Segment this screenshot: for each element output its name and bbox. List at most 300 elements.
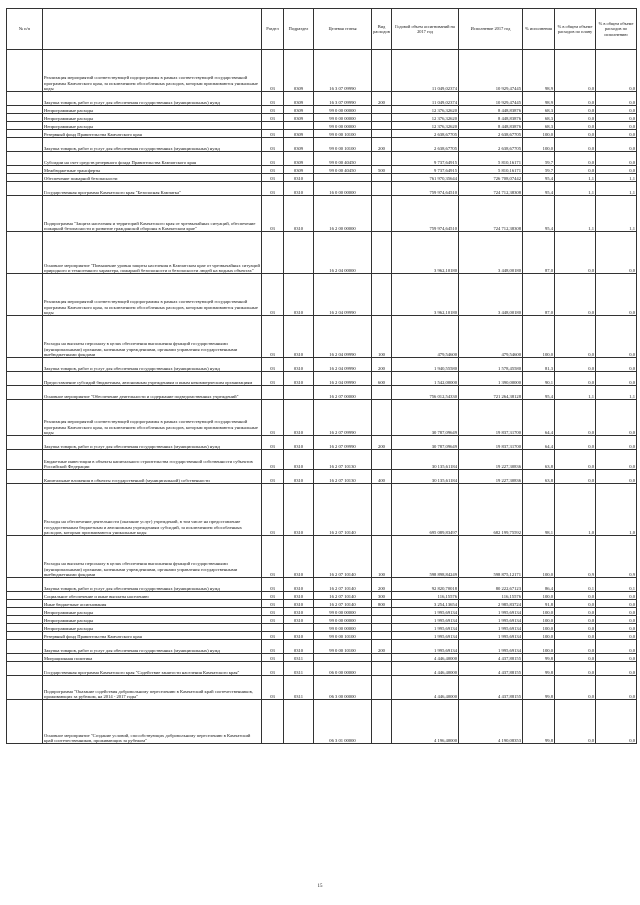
cell-razdel: 03: [262, 536, 284, 578]
cell-name: Государственная программа Камчатского края "Безопасная Камчатка": [43, 182, 262, 196]
cell-csr: 99 0 00 10100: [314, 130, 372, 138]
cell-name: Миграционная политика: [43, 654, 262, 662]
table-row: [7, 50, 637, 92]
cell-podrazdel: 0310: [284, 316, 314, 358]
cell-share-fact: 0,0: [596, 632, 637, 640]
cell-plan: 759 974,64510: [392, 196, 459, 232]
cell-razdel: 03: [262, 372, 284, 386]
cell-csr: 06 0 00 00000: [314, 662, 372, 676]
cell-razdel: 03: [262, 608, 284, 616]
table-row: [7, 316, 637, 358]
cell-plan: 9 737,64915: [392, 166, 459, 174]
cell-num: [7, 400, 43, 436]
cell-plan: 12 376,32620: [392, 122, 459, 130]
table-row: [7, 536, 637, 578]
cell-csr: 99 0 00 00000: [314, 122, 372, 130]
cell-podrazdel: 0310: [284, 632, 314, 640]
cell-share-plan: 0,0: [555, 358, 596, 372]
cell-name: Расходы на выплаты персоналу в целях обеспечения выполнения функций государственными (муниципальными) органами, казенными учреждениями, органами управления государственными внебюджетными фондами: [43, 316, 262, 358]
cell-num: [7, 654, 43, 662]
cell-name: Межбюджетные трансферты: [43, 166, 262, 174]
cell-share-plan: 0,0: [555, 92, 596, 106]
cell-share-fact: 0,0: [596, 624, 637, 632]
table-body: [7, 50, 637, 744]
header-fact: Исполнение 2017 год: [459, 9, 523, 50]
table-row: [7, 624, 637, 632]
cell-share-fact: 0,0: [596, 358, 637, 372]
table-row: [7, 450, 637, 470]
cell-num: [7, 640, 43, 654]
table-row: [7, 372, 637, 386]
cell-share-plan: 0,0: [555, 632, 596, 640]
cell-vr: 200: [372, 92, 392, 106]
cell-fact: 19 227,30836: [459, 470, 523, 484]
cell-num: [7, 484, 43, 536]
cell-vr: [372, 700, 392, 744]
table-row: [7, 662, 637, 676]
cell-name: Государственная программа Камчатского края "Содействие занятости населения Камчатского края": [43, 662, 262, 676]
cell-vr: [372, 232, 392, 274]
cell-fact: 721 264,38128: [459, 386, 523, 400]
cell-fact: 2 638,67705: [459, 138, 523, 152]
cell-fact: 1 995,69134: [459, 608, 523, 616]
cell-fact: 10 929,47445: [459, 92, 523, 106]
cell-podrazdel: [284, 232, 314, 274]
cell-share-fact: 0,1: [596, 578, 637, 592]
cell-csr: 16 2 07 10140: [314, 484, 372, 536]
cell-share-plan: 1,0: [555, 484, 596, 536]
cell-fact: 726 708,07442: [459, 174, 523, 182]
cell-name: Непрограммные расходы: [43, 114, 262, 122]
cell-podrazdel: 0310: [284, 400, 314, 436]
cell-vr: 100: [372, 536, 392, 578]
cell-share-fact: 0,0: [596, 676, 637, 700]
cell-share-plan: 0,0: [555, 106, 596, 114]
cell-pct: 100,0: [523, 130, 555, 138]
cell-name: Закупка товаров, работ и услуг для обеспечения государственных (муниципальных) нужд: [43, 358, 262, 372]
cell-podrazdel: 0311: [284, 676, 314, 700]
cell-plan: 1 542,00000: [392, 372, 459, 386]
cell-pct: 99,8: [523, 654, 555, 662]
cell-razdel: 03: [262, 676, 284, 700]
cell-name: Расходы на выплаты персоналу в целях обеспечения выполнения функций государственными (муниципальными) органами, казенными учреждениями, органами управления государственными внебюджетными фондами: [43, 536, 262, 578]
cell-plan: 9 737,64915: [392, 152, 459, 166]
cell-plan: 4 446,40000: [392, 662, 459, 676]
cell-fact: 4 437,88155: [459, 676, 523, 700]
cell-fact: 10 929,47445: [459, 50, 523, 92]
cell-vr: 300: [372, 592, 392, 600]
cell-pct: 99,8: [523, 676, 555, 700]
table-row: [7, 470, 637, 484]
table-row: [7, 174, 637, 182]
cell-share-fact: 0,0: [596, 92, 637, 106]
cell-pct: 95,4: [523, 182, 555, 196]
cell-vr: 500: [372, 166, 392, 174]
table-row: [7, 386, 637, 400]
cell-razdel: 03: [262, 152, 284, 166]
cell-num: [7, 450, 43, 470]
cell-podrazdel: 0310: [284, 174, 314, 182]
header-razdel: Раздел: [262, 9, 284, 50]
cell-fact: 19 227,30836: [459, 450, 523, 470]
cell-csr: 99 0 00 10100: [314, 640, 372, 654]
cell-csr: 16 2 04 09990: [314, 358, 372, 372]
cell-vr: [372, 662, 392, 676]
cell-csr: 16 2 07 00000: [314, 386, 372, 400]
cell-name: Бюджетные инвестиции в объекты капитального строительства государственной собственности субъектов Российской Федерации: [43, 450, 262, 470]
cell-share-fact: 0,0: [596, 130, 637, 138]
cell-name: Непрограммные расходы: [43, 122, 262, 130]
table-row: [7, 676, 637, 700]
table-row: [7, 592, 637, 600]
cell-num: [7, 232, 43, 274]
cell-plan: 1 940,55580: [392, 358, 459, 372]
cell-share-fact: 0,0: [596, 114, 637, 122]
cell-plan: 695 089,83497: [392, 484, 459, 536]
cell-share-plan: 0,0: [555, 676, 596, 700]
header-podrazdel: Подраздел: [284, 9, 314, 50]
cell-share-plan: 0,0: [555, 640, 596, 654]
cell-razdel: 03: [262, 640, 284, 654]
cell-plan: 1 995,69134: [392, 640, 459, 654]
table-row: [7, 232, 637, 274]
cell-name: Непрограммные расходы: [43, 608, 262, 616]
table-row: [7, 182, 637, 196]
cell-name: Резервный фонд Правительства Камчатского края: [43, 130, 262, 138]
cell-razdel: [262, 386, 284, 400]
cell-share-plan: 0,0: [555, 130, 596, 138]
cell-name: Закупка товаров, работ и услуг для обеспечения государственных (муниципальных) нужд: [43, 436, 262, 450]
cell-podrazdel: 0310: [284, 640, 314, 654]
cell-vr: [372, 608, 392, 616]
cell-num: [7, 470, 43, 484]
header-csr: Целевая статья: [314, 9, 372, 50]
cell-fact: 116,15576: [459, 592, 523, 600]
cell-vr: [372, 654, 392, 662]
cell-pct: 100,0: [523, 316, 555, 358]
cell-plan: 756 012,54330: [392, 386, 459, 400]
cell-podrazdel: 0310: [284, 484, 314, 536]
header-vr: Вид расходов: [372, 9, 392, 50]
cell-csr: 16 2 04 09990: [314, 316, 372, 358]
cell-share-fact: 0,0: [596, 316, 637, 358]
cell-share-plan: 0,0: [555, 274, 596, 316]
cell-vr: [372, 174, 392, 182]
cell-plan: 12 376,32620: [392, 114, 459, 122]
cell-vr: [372, 484, 392, 536]
cell-share-plan: 0,0: [555, 624, 596, 632]
cell-fact: 3 448,00180: [459, 232, 523, 274]
cell-razdel: [262, 624, 284, 632]
cell-pct: 100,0: [523, 536, 555, 578]
cell-num: [7, 358, 43, 372]
cell-pct: 63,8: [523, 470, 555, 484]
cell-name: Субсидии на счет средств резервного фонда Правительства Камчатского края: [43, 152, 262, 166]
cell-csr: 16 2 07 09990: [314, 400, 372, 436]
cell-share-plan: 0,1: [555, 578, 596, 592]
cell-vr: 600: [372, 372, 392, 386]
table-row: [7, 358, 637, 372]
cell-vr: 100: [372, 316, 392, 358]
cell-num: [7, 130, 43, 138]
cell-csr: 99 0 00 00000: [314, 616, 372, 624]
cell-pct: 98,9: [523, 50, 555, 92]
cell-fact: 682 199,75592: [459, 484, 523, 536]
cell-podrazdel: 0309: [284, 92, 314, 106]
table-row: [7, 92, 637, 106]
cell-fact: 4 437,88155: [459, 662, 523, 676]
cell-razdel: 03: [262, 450, 284, 470]
cell-pct: 59,7: [523, 166, 555, 174]
cell-share-plan: 1,1: [555, 386, 596, 400]
cell-podrazdel: [284, 122, 314, 130]
cell-pct: 99,8: [523, 700, 555, 744]
cell-num: [7, 676, 43, 700]
cell-vr: [372, 152, 392, 166]
cell-csr: 06 3 00 00000: [314, 676, 372, 700]
cell-pct: 68,3: [523, 122, 555, 130]
table-row: [7, 106, 637, 114]
cell-pct: 68,3: [523, 114, 555, 122]
page-number: 15: [317, 884, 323, 889]
cell-fact: 19 837,31700: [459, 436, 523, 450]
cell-razdel: 03: [262, 106, 284, 114]
cell-razdel: 03: [262, 400, 284, 436]
cell-csr: 16 2 04 09990: [314, 372, 372, 386]
cell-plan: 3 962,10180: [392, 232, 459, 274]
cell-vr: [372, 122, 392, 130]
cell-podrazdel: 0310: [284, 470, 314, 484]
cell-razdel: [262, 232, 284, 274]
cell-pct: 100,0: [523, 616, 555, 624]
cell-pct: 64,4: [523, 400, 555, 436]
table-row: [7, 166, 637, 174]
cell-csr: 99 0 00 00000: [314, 114, 372, 122]
table-row: [7, 578, 637, 592]
cell-vr: [372, 400, 392, 436]
cell-fact: 1 578,45580: [459, 358, 523, 372]
cell-pct: 64,4: [523, 436, 555, 450]
cell-razdel: 03: [262, 358, 284, 372]
cell-name: Иные бюджетные ассигнования: [43, 600, 262, 608]
cell-plan: 1 995,69134: [392, 608, 459, 616]
cell-name: Непрограммные расходы: [43, 624, 262, 632]
header-share-plan: % в общем объеме расходов по плану: [555, 9, 596, 50]
cell-csr: 16 2 07 10130: [314, 470, 372, 484]
table-row: [7, 608, 637, 616]
cell-csr: [314, 654, 372, 662]
cell-podrazdel: 0311: [284, 654, 314, 662]
cell-csr: 99 0 00 40450: [314, 152, 372, 166]
budget-table: [6, 8, 637, 744]
cell-plan: 1 995,69134: [392, 624, 459, 632]
cell-num: [7, 114, 43, 122]
cell-razdel: 03: [262, 50, 284, 92]
cell-csr: 16 2 04 00000: [314, 232, 372, 274]
cell-podrazdel: 0310: [284, 616, 314, 624]
cell-share-fact: 1,1: [596, 182, 637, 196]
cell-pct: 100,0: [523, 632, 555, 640]
cell-razdel: 03: [262, 632, 284, 640]
cell-fact: 19 837,31700: [459, 400, 523, 436]
cell-share-plan: 0,0: [555, 122, 596, 130]
cell-plan: 761 970,35644: [392, 174, 459, 182]
cell-razdel: 03: [262, 484, 284, 536]
cell-plan: 12 376,32620: [392, 106, 459, 114]
cell-name: Подпрограмма "Защита населения и территорий Камчатского края от чрезвычайных ситуаций, обеспечение пожарной безопасности и развитие гражданской обороны в Камчатском крае": [43, 196, 262, 232]
cell-num: [7, 436, 43, 450]
cell-pct: 95,4: [523, 174, 555, 182]
cell-num: [7, 536, 43, 578]
table-row: [7, 632, 637, 640]
cell-num: [7, 600, 43, 608]
cell-razdel: 03: [262, 174, 284, 182]
cell-fact: 5 810,16171: [459, 152, 523, 166]
cell-pct: 100,0: [523, 592, 555, 600]
cell-fact: 724 712,38308: [459, 182, 523, 196]
cell-fact: 4 190,08353: [459, 700, 523, 744]
cell-fact: 479,54600: [459, 316, 523, 358]
cell-csr: [314, 174, 372, 182]
cell-name: Основное мероприятие "Повышение уровня защиты населения в Камчатском крае от чрезвычайных ситуаций природного и техногенного характера, пожарной безопасности и безопасности людей на водных объектах": [43, 232, 262, 274]
cell-num: [7, 274, 43, 316]
cell-share-fact: 0,0: [596, 600, 637, 608]
cell-razdel: 03: [262, 592, 284, 600]
cell-num: [7, 592, 43, 600]
cell-num: [7, 122, 43, 130]
cell-vr: [372, 106, 392, 114]
cell-share-plan: 0,0: [555, 372, 596, 386]
cell-fact: 5 810,16171: [459, 166, 523, 174]
cell-pct: 100,0: [523, 640, 555, 654]
cell-fact: 4 437,88155: [459, 654, 523, 662]
cell-razdel: 03: [262, 196, 284, 232]
cell-share-fact: 1,1: [596, 386, 637, 400]
header-plan: Годовой объем ассигнований на 2017 год: [392, 9, 459, 50]
cell-num: [7, 608, 43, 616]
cell-podrazdel: 0310: [284, 182, 314, 196]
cell-razdel: 03: [262, 578, 284, 592]
cell-podrazdel: 0310: [284, 578, 314, 592]
cell-pct: 99,8: [523, 662, 555, 676]
cell-csr: 99 0 00 10100: [314, 632, 372, 640]
cell-csr: 16 2 07 10140: [314, 592, 372, 600]
cell-razdel: 03: [262, 436, 284, 450]
cell-podrazdel: 0310: [284, 436, 314, 450]
cell-share-fact: 1,1: [596, 174, 637, 182]
cell-pct: 95,4: [523, 196, 555, 232]
cell-share-fact: 0,0: [596, 640, 637, 654]
cell-plan: 4 196,40000: [392, 700, 459, 744]
cell-plan: 30 787,09649: [392, 400, 459, 436]
cell-vr: [372, 616, 392, 624]
cell-pct: 81,3: [523, 358, 555, 372]
cell-share-plan: 0,0: [555, 50, 596, 92]
table-header-row: [7, 9, 637, 50]
cell-share-fact: 0,0: [596, 232, 637, 274]
cell-share-plan: 0,0: [555, 152, 596, 166]
cell-pct: 100,0: [523, 138, 555, 152]
cell-razdel: 03: [262, 616, 284, 624]
cell-share-fact: 1,1: [596, 196, 637, 232]
cell-podrazdel: 0310: [284, 608, 314, 616]
cell-fact: 2 985,83724: [459, 600, 523, 608]
cell-num: [7, 624, 43, 632]
cell-vr: 200: [372, 436, 392, 450]
cell-share-fact: 0,0: [596, 372, 637, 386]
cell-vr: 200: [372, 358, 392, 372]
cell-pct: 87,0: [523, 232, 555, 274]
cell-vr: 200: [372, 578, 392, 592]
cell-name: Подпрограмма "Оказание содействия добровольному переселению в Камчатский край соотечественников, проживающих за рубежом, на 2014 - 2017 годы": [43, 676, 262, 700]
cell-podrazdel: 0309: [284, 138, 314, 152]
cell-num: [7, 662, 43, 676]
table-row: [7, 114, 637, 122]
cell-pct: 63,8: [523, 450, 555, 470]
cell-share-plan: 0,0: [555, 600, 596, 608]
cell-num: [7, 106, 43, 114]
cell-share-fact: 0,0: [596, 274, 637, 316]
cell-vr: [372, 450, 392, 470]
cell-podrazdel: [284, 386, 314, 400]
cell-fact: 724 712,38308: [459, 196, 523, 232]
cell-share-plan: 0,0: [555, 316, 596, 358]
cell-razdel: 03: [262, 274, 284, 316]
cell-num: [7, 50, 43, 92]
cell-fact: 2 638,67705: [459, 130, 523, 138]
cell-share-plan: 0,0: [555, 450, 596, 470]
cell-name: Расходы на обеспечение деятельности (оказание услуг) учреждений, в том числе на предоставление государственным бюджетным и автономным учреждениям субсидий, за исключением обособленных расходов, которым присваиваются уникальные коды: [43, 484, 262, 536]
cell-podrazdel: 0309: [284, 152, 314, 166]
cell-pct: 91,8: [523, 600, 555, 608]
cell-podrazdel: 0310: [284, 196, 314, 232]
cell-pct: 90,1: [523, 372, 555, 386]
cell-share-plan: 0,0: [555, 616, 596, 624]
cell-razdel: 03: [262, 654, 284, 662]
cell-csr: 16 2 00 00000: [314, 196, 372, 232]
cell-podrazdel: 0310: [284, 600, 314, 608]
cell-share-fact: 0,0: [596, 436, 637, 450]
cell-share-fact: 0,0: [596, 152, 637, 166]
cell-vr: [372, 114, 392, 122]
cell-share-fact: 0,0: [596, 608, 637, 616]
table-row: [7, 640, 637, 654]
cell-share-fact: 0,9: [596, 536, 637, 578]
cell-num: [7, 138, 43, 152]
cell-num: [7, 616, 43, 624]
cell-vr: 400: [372, 470, 392, 484]
cell-share-fact: 0,0: [596, 138, 637, 152]
cell-share-fact: 0,0: [596, 662, 637, 676]
table-row: [7, 654, 637, 662]
table-row: [7, 616, 637, 624]
cell-podrazdel: 0309: [284, 114, 314, 122]
cell-podrazdel: 0310: [284, 450, 314, 470]
cell-fact: 598 875,12171: [459, 536, 523, 578]
cell-podrazdel: 0309: [284, 166, 314, 174]
cell-plan: 759 974,64510: [392, 182, 459, 196]
cell-name: Непрограммные расходы: [43, 106, 262, 114]
cell-fact: 1 995,69134: [459, 632, 523, 640]
cell-share-plan: 1,1: [555, 174, 596, 182]
cell-csr: 16 2 07 10140: [314, 578, 372, 592]
cell-csr: 16 3 07 09990: [314, 92, 372, 106]
cell-vr: [372, 632, 392, 640]
cell-vr: [372, 676, 392, 700]
cell-vr: [372, 130, 392, 138]
cell-share-fact: 0,0: [596, 122, 637, 130]
cell-plan: 4 446,40000: [392, 654, 459, 662]
